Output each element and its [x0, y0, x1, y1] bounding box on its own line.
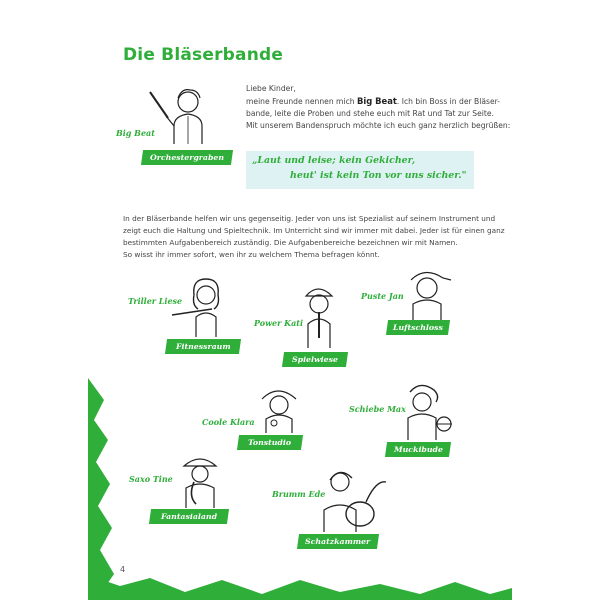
motto-line-2: heut' ist kein Ton vor uns sicher.": [290, 170, 467, 181]
schiebe-max-illustration: [398, 380, 454, 442]
brumm-ede-illustration: [318, 468, 388, 534]
tag-orchestergraben: Orchestergraben: [141, 150, 233, 165]
saxo-tine-illustration: [178, 454, 224, 510]
tag-tonstudio: Tonstudio: [237, 435, 303, 450]
motto-line-1: „Laut und leise; kein Gekicher,: [252, 155, 416, 166]
name-triller-liese: Triller Liese: [128, 296, 183, 306]
triller-liese-illustration: [168, 275, 230, 339]
coole-klara-illustration: [256, 385, 302, 435]
tag-fantasialand: Fantasialand: [149, 509, 229, 524]
name-power-kati: Power Kati: [254, 318, 303, 328]
big-beat-illustration: [148, 86, 218, 148]
name-saxo-tine: Saxo Tine: [129, 474, 173, 484]
big-beat-bold: Big Beat: [356, 96, 397, 106]
name-schiebe-max: Schiebe Max: [349, 404, 406, 414]
body-text: In der Bläserbande helfen wir uns gegenseitig. Jeder von uns ist Spezialist auf seinem Instrument und zeigt euch die Haltung und Spieltechnik. Im Unterricht sind wir immer mit dabei. Jeder ist für einen ganz bestimmten Aufgabenbereich zuständig. Die Aufgabenbereiche bezeichnen wir mit Namen. So wisst ihr immer sofort, wen ihr zu welchem Thema befragen könnt.: [123, 214, 505, 259]
name-coole-klara: Coole Klara: [202, 417, 255, 427]
puste-jan-illustration: [405, 268, 453, 322]
tag-luftschloss: Luftschloss: [386, 320, 450, 335]
tag-fitnessraum: Fitnessraum: [165, 339, 241, 354]
page-number: 4: [120, 565, 126, 574]
name-brumm-ede: Brumm Ede: [272, 489, 326, 499]
power-kati-illustration: [296, 282, 342, 352]
intro-text: Liebe Kinder, meine Freunde nennen mich Big Beat. Ich bin Boss in der Bläser- bande, leite die Proben und stehe euch mit Rat und Tat zur Seite. Mit unserem Bandenspruch möchte ich euch ganz herzlich begrüßen:: [246, 84, 511, 130]
tag-muckibude: Muckibude: [385, 442, 451, 457]
name-big-beat: Big Beat: [116, 128, 155, 138]
tag-spielwiese: Spielwiese: [282, 352, 348, 367]
page-title: Die Bläserbande: [123, 45, 284, 65]
name-puste-jan: Puste Jan: [361, 291, 404, 301]
tag-schatzkammer: Schatzkammer: [297, 534, 379, 549]
